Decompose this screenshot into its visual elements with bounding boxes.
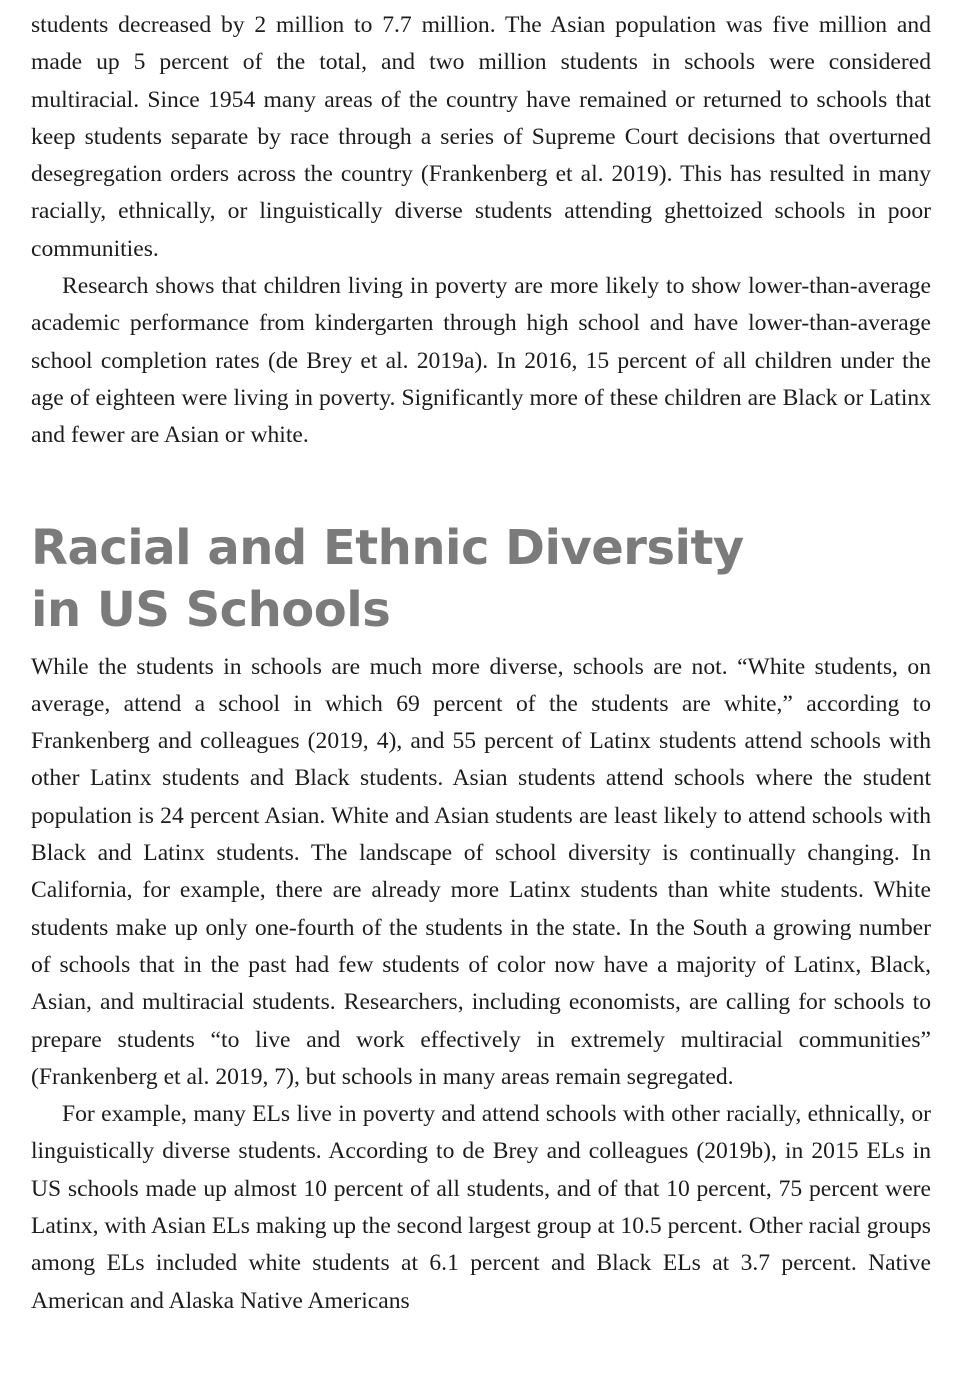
body-paragraph-2: Research shows that children living in poverty are more likely to show lower-than-average academic performance from kindergarten through high school and have lower-than-average school completion rates (de Brey et al. 2019a). In 2016, 15 percent of all children under the age of eighteen were living in poverty. Significantly more of these children are Black or Latinx and fewer are Asian or white.	[31, 273, 931, 449]
document-page	[31, 0, 931, 1320]
body-paragraph-4: For example, many ELs live in poverty and attend schools with other racially, ethnically, or linguistically diverse students. According to de Brey and colleagues (2019b), in 2015 ELs in US schools made up almost 10 percent of all students, and of that 10 percent, 75 percent were Latinx, with Asian ELs making up the second largest group at 10.5 percent. Other racial groups among ELs included white students at 6.1 percent and Black ELs at 3.7 percent. Native American and Alaska Native Americans	[31, 1101, 931, 1314]
section-heading	[31, 517, 931, 641]
body-paragraph-1: students decreased by 2 million to 7.7 million. The Asian population was five million and made up 5 percent of the total, and two million students in schools were considered multiracial. Since 1954 many areas of the country have remained or returned to schools that keep students separate by race through a series of Supreme Court decisions that overturned desegregation orders across the country (Frankenberg et al. 2019). This has resulted in many racially, ethnically, or linguistically diverse students attending ghettoized schools in poor communities.	[31, 12, 931, 262]
section-heading-line-2: in US Schools	[31, 581, 391, 638]
section-heading-line-1: Racial and Ethnic Diversity	[31, 519, 744, 576]
body-paragraph-3: While the students in schools are much more diverse, schools are not. “White students, on average, attend a school in which 69 percent of the students are white,” according to Frankenberg and colleagues (2019, 4), and 55 percent of Latinx students attend schools with other Latinx students and Black students. Asian students attend schools where the student population is 24 percent Asian. White and Asian students are least likely to attend schools with Black and Latinx students. The landscape of school diversity is continually changing. In California, for example, there are already more Latinx students than white students. White students make up only one-fourth of the students in the state. In the South a growing number of schools that in the past had few students of color now have a majority of Latinx, Black, Asian, and multiracial students. Researchers, including economists, are calling for schools to prepare students “to live and work effectively in extremely multiracial communities” (Frankenberg et al. 2019, 7), but schools in many areas remain segregated.	[31, 653, 931, 1090]
